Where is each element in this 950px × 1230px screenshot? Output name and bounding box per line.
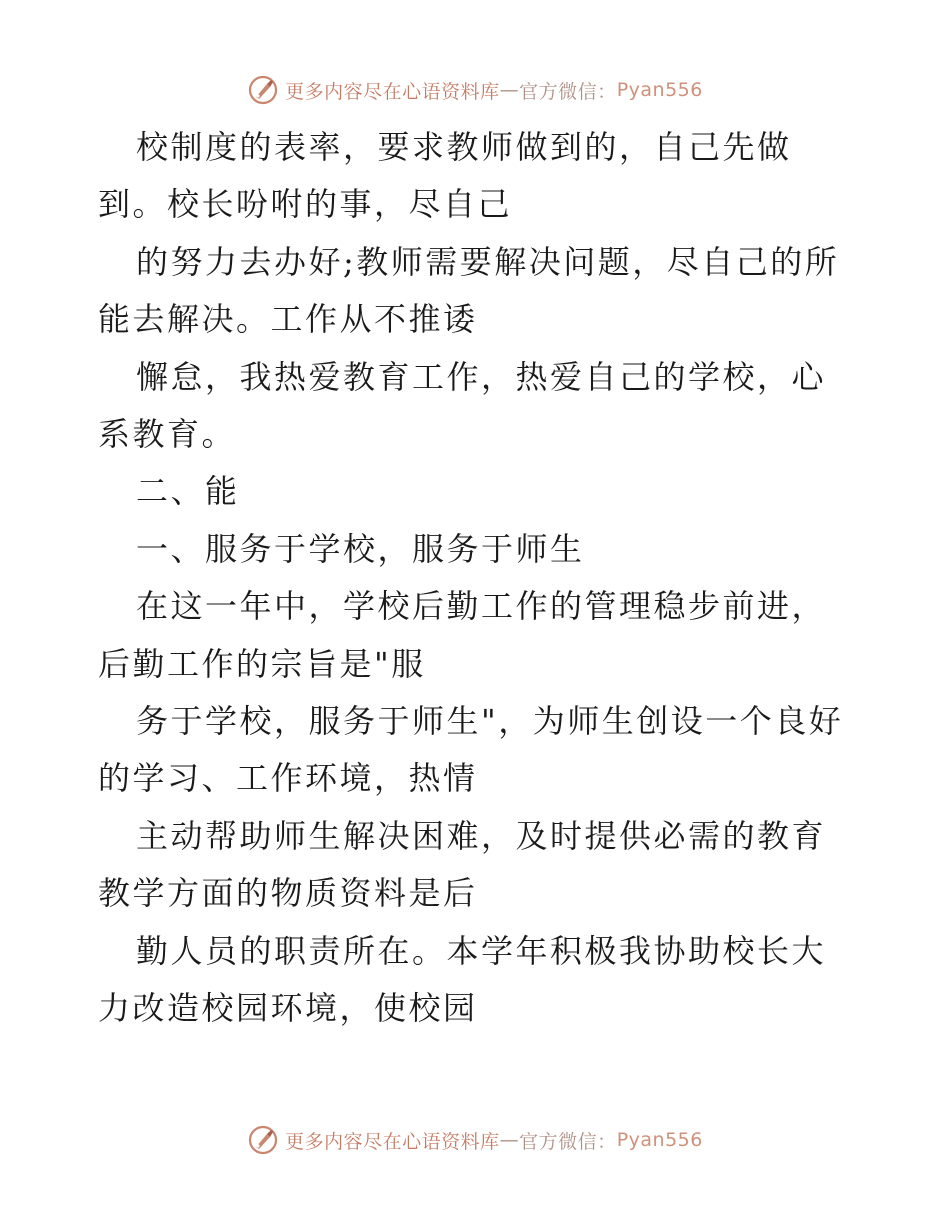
section-heading: 二、能 (136, 472, 240, 511)
watermark-main-text: 更多内容尽在心语资料库 (285, 80, 500, 103)
header-watermark (0, 70, 950, 110)
pen-logo-icon (247, 1124, 279, 1156)
watermark-dash: — (499, 79, 520, 101)
document-body (98, 119, 858, 1038)
paragraph: 务于学校，服务于师生"，为师生创设一个良好的学习、工作环境，热情 (98, 702, 844, 798)
paragraph: 懈怠，我热爱教育工作，热爱自己的学校，心系教育。 (98, 357, 827, 454)
watermark-sub-text: 官方微信： (519, 80, 617, 103)
watermark-dash: — (499, 1129, 520, 1151)
section-heading: 一、服务于学校，服务于师生 (136, 529, 585, 568)
paragraph: 勤人员的职责所在。本学年积极我协助校长大力改造校园环境，使校园 (98, 931, 827, 1028)
paragraph: 校制度的表率，要求教师做到的，自己先做到。校长吩咐的事，尽自己 (98, 128, 792, 224)
paragraph: 在这一年中，学校后勤工作的管理稳步前进，后勤工作的宗旨是"服 (98, 587, 827, 683)
watermark-sub-text: 官方微信： (519, 1130, 617, 1153)
pen-logo-icon (247, 74, 279, 106)
watermark-wechat-id: Pyan556 (616, 79, 703, 101)
watermark-main-text: 更多内容尽在心语资料库 (285, 1130, 500, 1153)
footer-watermark (0, 1120, 950, 1160)
watermark-wechat-id: Pyan556 (616, 1129, 703, 1151)
paragraph: 的努力去办好;教师需要解决问题，尽自己的所能去解决。工作从不推诿 (98, 242, 840, 339)
paragraph: 主动帮助师生解决困难，及时提供必需的教育教学方面的物质资料是后 (98, 816, 827, 913)
